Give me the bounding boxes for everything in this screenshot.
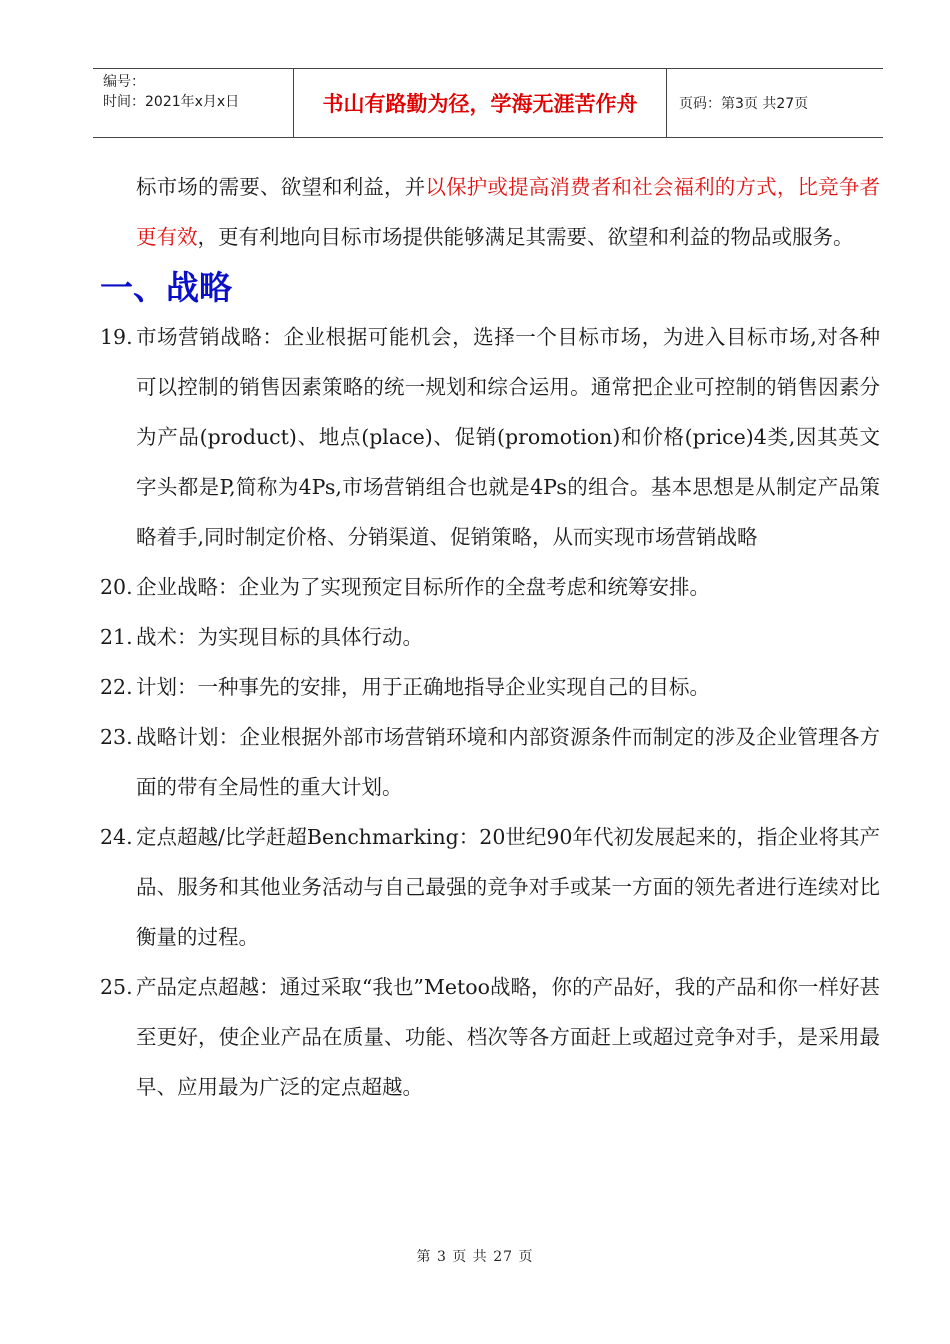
intro-text-2: ，更有利地向目标市场提供能够满足其需要、欲望和利益的物品或服务。 xyxy=(197,225,854,249)
header-page-info xyxy=(667,69,808,137)
page-footer xyxy=(0,1246,950,1266)
page-header xyxy=(93,68,883,138)
intro-text-1: 标市场的需要、欲望和利益，并 xyxy=(136,175,426,199)
header-date: 时间：2021年x月x日 xyxy=(103,94,240,110)
item-number: 20. xyxy=(100,575,133,599)
list-item xyxy=(100,712,880,812)
header-number-label: 编号： xyxy=(103,74,145,90)
list-item xyxy=(100,812,880,962)
header-motto xyxy=(294,69,667,137)
item-text: 企业战略：企业为了实现预定目标所作的全盘考虑和统筹安排。 xyxy=(136,575,710,599)
item-text: 定点超越/比学赶超Benchmarking：20世纪90年代初发展起来的，指企业将其产品、服务和其他业务活动与自己最强的竞争对手或某一方面的领先者进行连续对比衡量的过程。 xyxy=(136,825,880,949)
intro-text-highlight: 以保护或提高消费者和社会福利的方式，比竞争者更有效 xyxy=(136,175,881,249)
document-body xyxy=(100,162,880,1112)
list-item xyxy=(100,612,880,662)
header-motto-text: 书山有路勤为径，学海无涯苦作舟 xyxy=(322,92,638,116)
header-meta xyxy=(93,69,294,137)
footer-page-number: 第 3 页 共 27 页 xyxy=(416,1249,534,1265)
header-page-info-text: 页码：第3页 共27页 xyxy=(679,96,809,112)
item-number: 22. xyxy=(100,675,133,699)
list-item xyxy=(100,312,880,562)
intro-paragraph xyxy=(100,162,880,262)
item-number: 24. xyxy=(100,825,133,849)
section-heading: 一、战略 xyxy=(100,268,232,307)
item-text: 产品定点超越：通过采取“我也”Metoo战略，你的产品好，我的产品和你一样好甚至更好，使企业产品在质量、功能、档次等各方面赶上或超过竞争对手，是采用最早、应用最为广泛的定点超越。 xyxy=(136,975,880,1099)
list-item xyxy=(100,962,880,1112)
item-number: 25. xyxy=(100,975,133,999)
item-number: 21. xyxy=(100,625,133,649)
item-text: 市场营销战略：企业根据可能机会，选择一个目标市场，为进入目标市场,对各种可以控制的销售因素策略的统一规划和综合运用。通常把企业可控制的销售因素分为产品(product)、地点(place)、促销(promotion)和价格(price)4类,因其英文字头都是P,简称为4Ps,市场营销组合也就是4Ps的组合。基本思想是从制定产品策略着手,同时制定价格、分销渠道、促销策略，从而实现市场营销战略 xyxy=(136,325,880,549)
item-number: 19. xyxy=(100,325,133,349)
item-number: 23. xyxy=(100,725,133,749)
list-item xyxy=(100,562,880,612)
item-text: 战术：为实现目标的具体行动。 xyxy=(136,625,423,649)
item-text: 计划：一种事先的安排，用于正确地指导企业实现自己的目标。 xyxy=(136,675,710,699)
list-item xyxy=(100,662,880,712)
item-text: 战略计划：企业根据外部市场营销环境和内部资源条件而制定的涉及企业管理各方面的带有全局性的重大计划。 xyxy=(136,725,880,799)
